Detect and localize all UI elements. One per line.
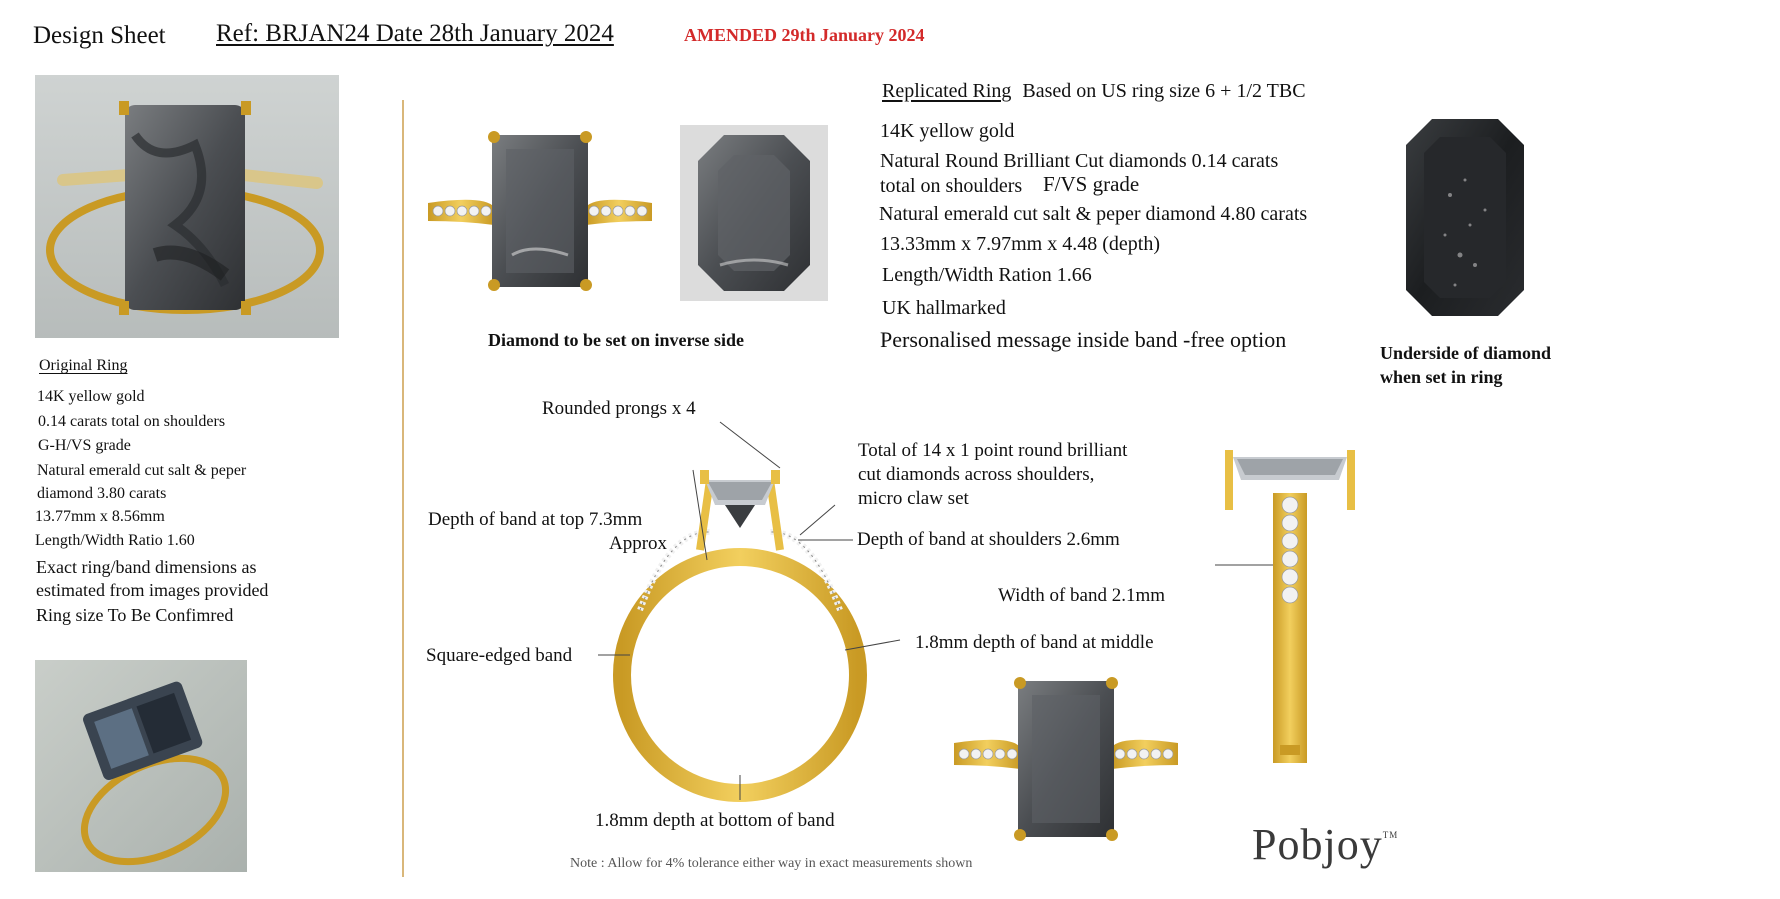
replicated-line: total on shoulders bbox=[880, 175, 1023, 197]
caption-underside-2: when set in ring bbox=[1380, 367, 1503, 387]
annotation-prongs: Rounded prongs x 4 bbox=[542, 398, 696, 419]
original-line: estimated from images provided bbox=[36, 580, 269, 600]
original-line: Ring size To Be Confimred bbox=[36, 605, 234, 625]
tolerance-note: Note : Allow for 4% tolerance either way in exact measurements shown bbox=[570, 856, 973, 871]
replicated-line: Natural emerald cut salt & peper diamond 4.80 carats bbox=[879, 203, 1308, 225]
replicated-line: Natural Round Brilliant Cut diamonds 0.14 carats bbox=[880, 150, 1279, 172]
replicated-ring-heading: Replicated Ring bbox=[882, 80, 1012, 102]
replicated-line: Length/Width Ration 1.66 bbox=[882, 264, 1092, 286]
annotation-width-band: Width of band 2.1mm bbox=[998, 585, 1166, 606]
annotation-square-band: Square-edged band bbox=[426, 645, 573, 666]
annotation-depth-shoulders: Depth of band at shoulders 2.6mm bbox=[857, 529, 1120, 550]
original-line: Length/Width Ratio 1.60 bbox=[35, 532, 195, 549]
annotation-shoulder-diamonds: cut diamonds across shoulders, bbox=[858, 464, 1095, 485]
brand-logo-text: Pobjoy bbox=[1252, 820, 1383, 869]
replicated-line: 13.33mm x 7.97mm x 4.48 (depth) bbox=[880, 233, 1160, 255]
replicated-ring-front-view bbox=[950, 675, 1182, 845]
original-line: 14K yellow gold bbox=[37, 388, 145, 405]
original-line: Exact ring/band dimensions as bbox=[36, 557, 257, 577]
replicated-line: UK hallmarked bbox=[882, 297, 1006, 319]
replicated-line: F/VS grade bbox=[1043, 172, 1140, 196]
brand-logo bbox=[1252, 820, 1398, 871]
annotation-depth-top: Depth of band at top 7.3mm bbox=[428, 509, 643, 530]
amended-notice: AMENDED 29th January 2024 bbox=[684, 25, 925, 45]
original-line: 0.14 carats total on shoulders bbox=[38, 413, 226, 430]
original-line: G-H/VS grade bbox=[38, 437, 131, 454]
annotation-depth-top-approx: Approx bbox=[609, 533, 668, 554]
original-ring-heading: Original Ring bbox=[39, 357, 128, 374]
reference-date: Ref: BRJAN24 Date 28th January 2024 bbox=[216, 20, 614, 47]
annotation-shoulder-diamonds: Total of 14 x 1 point round brilliant bbox=[858, 440, 1128, 461]
annotation-shoulder-diamonds: micro claw set bbox=[858, 488, 969, 509]
annotation-depth-middle: 1.8mm depth of band at middle bbox=[915, 632, 1154, 653]
sheet-title: Design Sheet bbox=[33, 22, 166, 49]
replicated-line: Personalised message inside band -free option bbox=[880, 327, 1287, 352]
original-line: 13.77mm x 8.56mm bbox=[35, 508, 165, 525]
replicated-size-note: Based on US ring size 6 + 1/2 TBC bbox=[1022, 80, 1306, 102]
annotation-depth-bottom: 1.8mm depth at bottom of band bbox=[595, 810, 835, 831]
brand-trademark: TM bbox=[1382, 830, 1399, 840]
caption-underside-1: Underside of diamond bbox=[1380, 343, 1552, 363]
replicated-line: 14K yellow gold bbox=[880, 120, 1015, 142]
original-line: Natural emerald cut salt & peper bbox=[37, 462, 247, 479]
original-line: diamond 3.80 carats bbox=[37, 485, 167, 502]
ring-side-view bbox=[1215, 445, 1365, 775]
caption-inverse-side: Diamond to be set on inverse side bbox=[488, 330, 744, 350]
